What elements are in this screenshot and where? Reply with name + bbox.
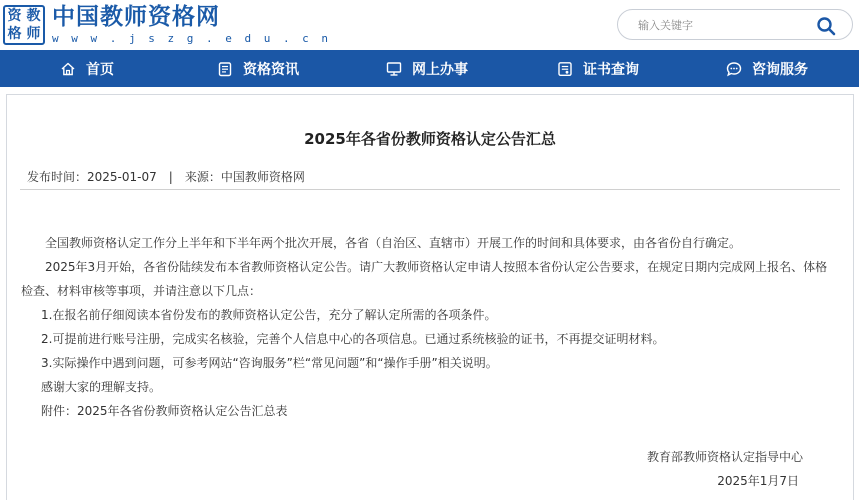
site-logo-text[interactable] [52, 4, 331, 45]
nav-label: 证书查询 [583, 61, 639, 78]
nav-item-online-service[interactable] [386, 50, 468, 87]
search-box [617, 9, 853, 40]
article-paragraph: 全国教师资格认定工作分上半年和下半年两个批次开展，各省（自治区、直辖市）开展工作的时间和具体要求，由各省份自行确定。 [45, 236, 742, 250]
seal-char: 师 [26, 26, 41, 42]
site-url: w w w . j s z g . e d u . c n [52, 32, 332, 45]
article-paragraph: 2025年3月开始，各省份陆续发布本省教师资格认定公告。请广大教师资格认定申请人按照本省份认定公告要求，在规定日期内完成网上报名、体格检查、材料审核等事项，并请注意以下几点： [21, 260, 828, 298]
notice-item: 2.可提前进行账号注册，完成实名核验，完善个人信息中心的各项信息。已通过系统核验的证书，不再提交证明材料。 [41, 332, 665, 346]
seal-char: 资 [7, 8, 22, 24]
nav-item-home[interactable] [60, 50, 114, 87]
nav-label: 资格资讯 [243, 61, 299, 78]
nav-item-news[interactable] [217, 50, 299, 87]
search-icon[interactable] [816, 16, 836, 36]
nav-item-certificate-query[interactable] [557, 50, 639, 87]
publish-date: 2025-01-07 [87, 170, 157, 184]
article-meta [27, 168, 305, 185]
document-icon [217, 61, 233, 77]
home-icon [60, 61, 76, 77]
nav-item-consulting[interactable] [726, 50, 808, 87]
article-title: 2025年各省份教师资格认定公告汇总 [304, 130, 556, 148]
meta-divider [20, 189, 840, 190]
computer-icon [386, 61, 402, 77]
meta-separator: | [168, 170, 173, 184]
certificate-icon [557, 61, 573, 77]
source-label: 来源： [184, 170, 221, 184]
chat-icon [726, 61, 742, 77]
thanks-text: 感谢大家的理解支持。 [41, 380, 162, 394]
site-header [0, 0, 859, 50]
site-title: 中国教师资格网 [52, 3, 220, 30]
nav-label: 网上办事 [412, 61, 468, 78]
attachment-link[interactable]: 附件：2025年各省份教师资格认定公告汇总表 [41, 404, 288, 418]
source-name: 中国教师资格网 [220, 170, 305, 184]
seal-char: 教 [26, 8, 41, 24]
signature-org: 教育部教师资格认定指导中心 [646, 450, 803, 464]
seal-char: 格 [7, 26, 22, 42]
signature-date: 2025年1月7日 [717, 474, 799, 488]
article-body [21, 231, 836, 423]
site-logo-seal[interactable] [3, 5, 45, 45]
article-panel [6, 94, 854, 500]
search-input[interactable] [638, 16, 808, 34]
publish-label: 发布时间： [27, 170, 88, 184]
nav-label: 咨询服务 [752, 61, 808, 78]
nav-label: 首页 [86, 61, 114, 78]
notice-item: 1.在报名前仔细阅读本省份发布的教师资格认定公告，充分了解认定所需的各项条件。 [41, 308, 497, 322]
notice-item: 3.实际操作中遇到问题，可参考网站“咨询服务”栏“常见问题”和“操作手册”相关说明。 [41, 356, 498, 370]
article-signature [647, 445, 803, 493]
main-nav [0, 50, 859, 87]
